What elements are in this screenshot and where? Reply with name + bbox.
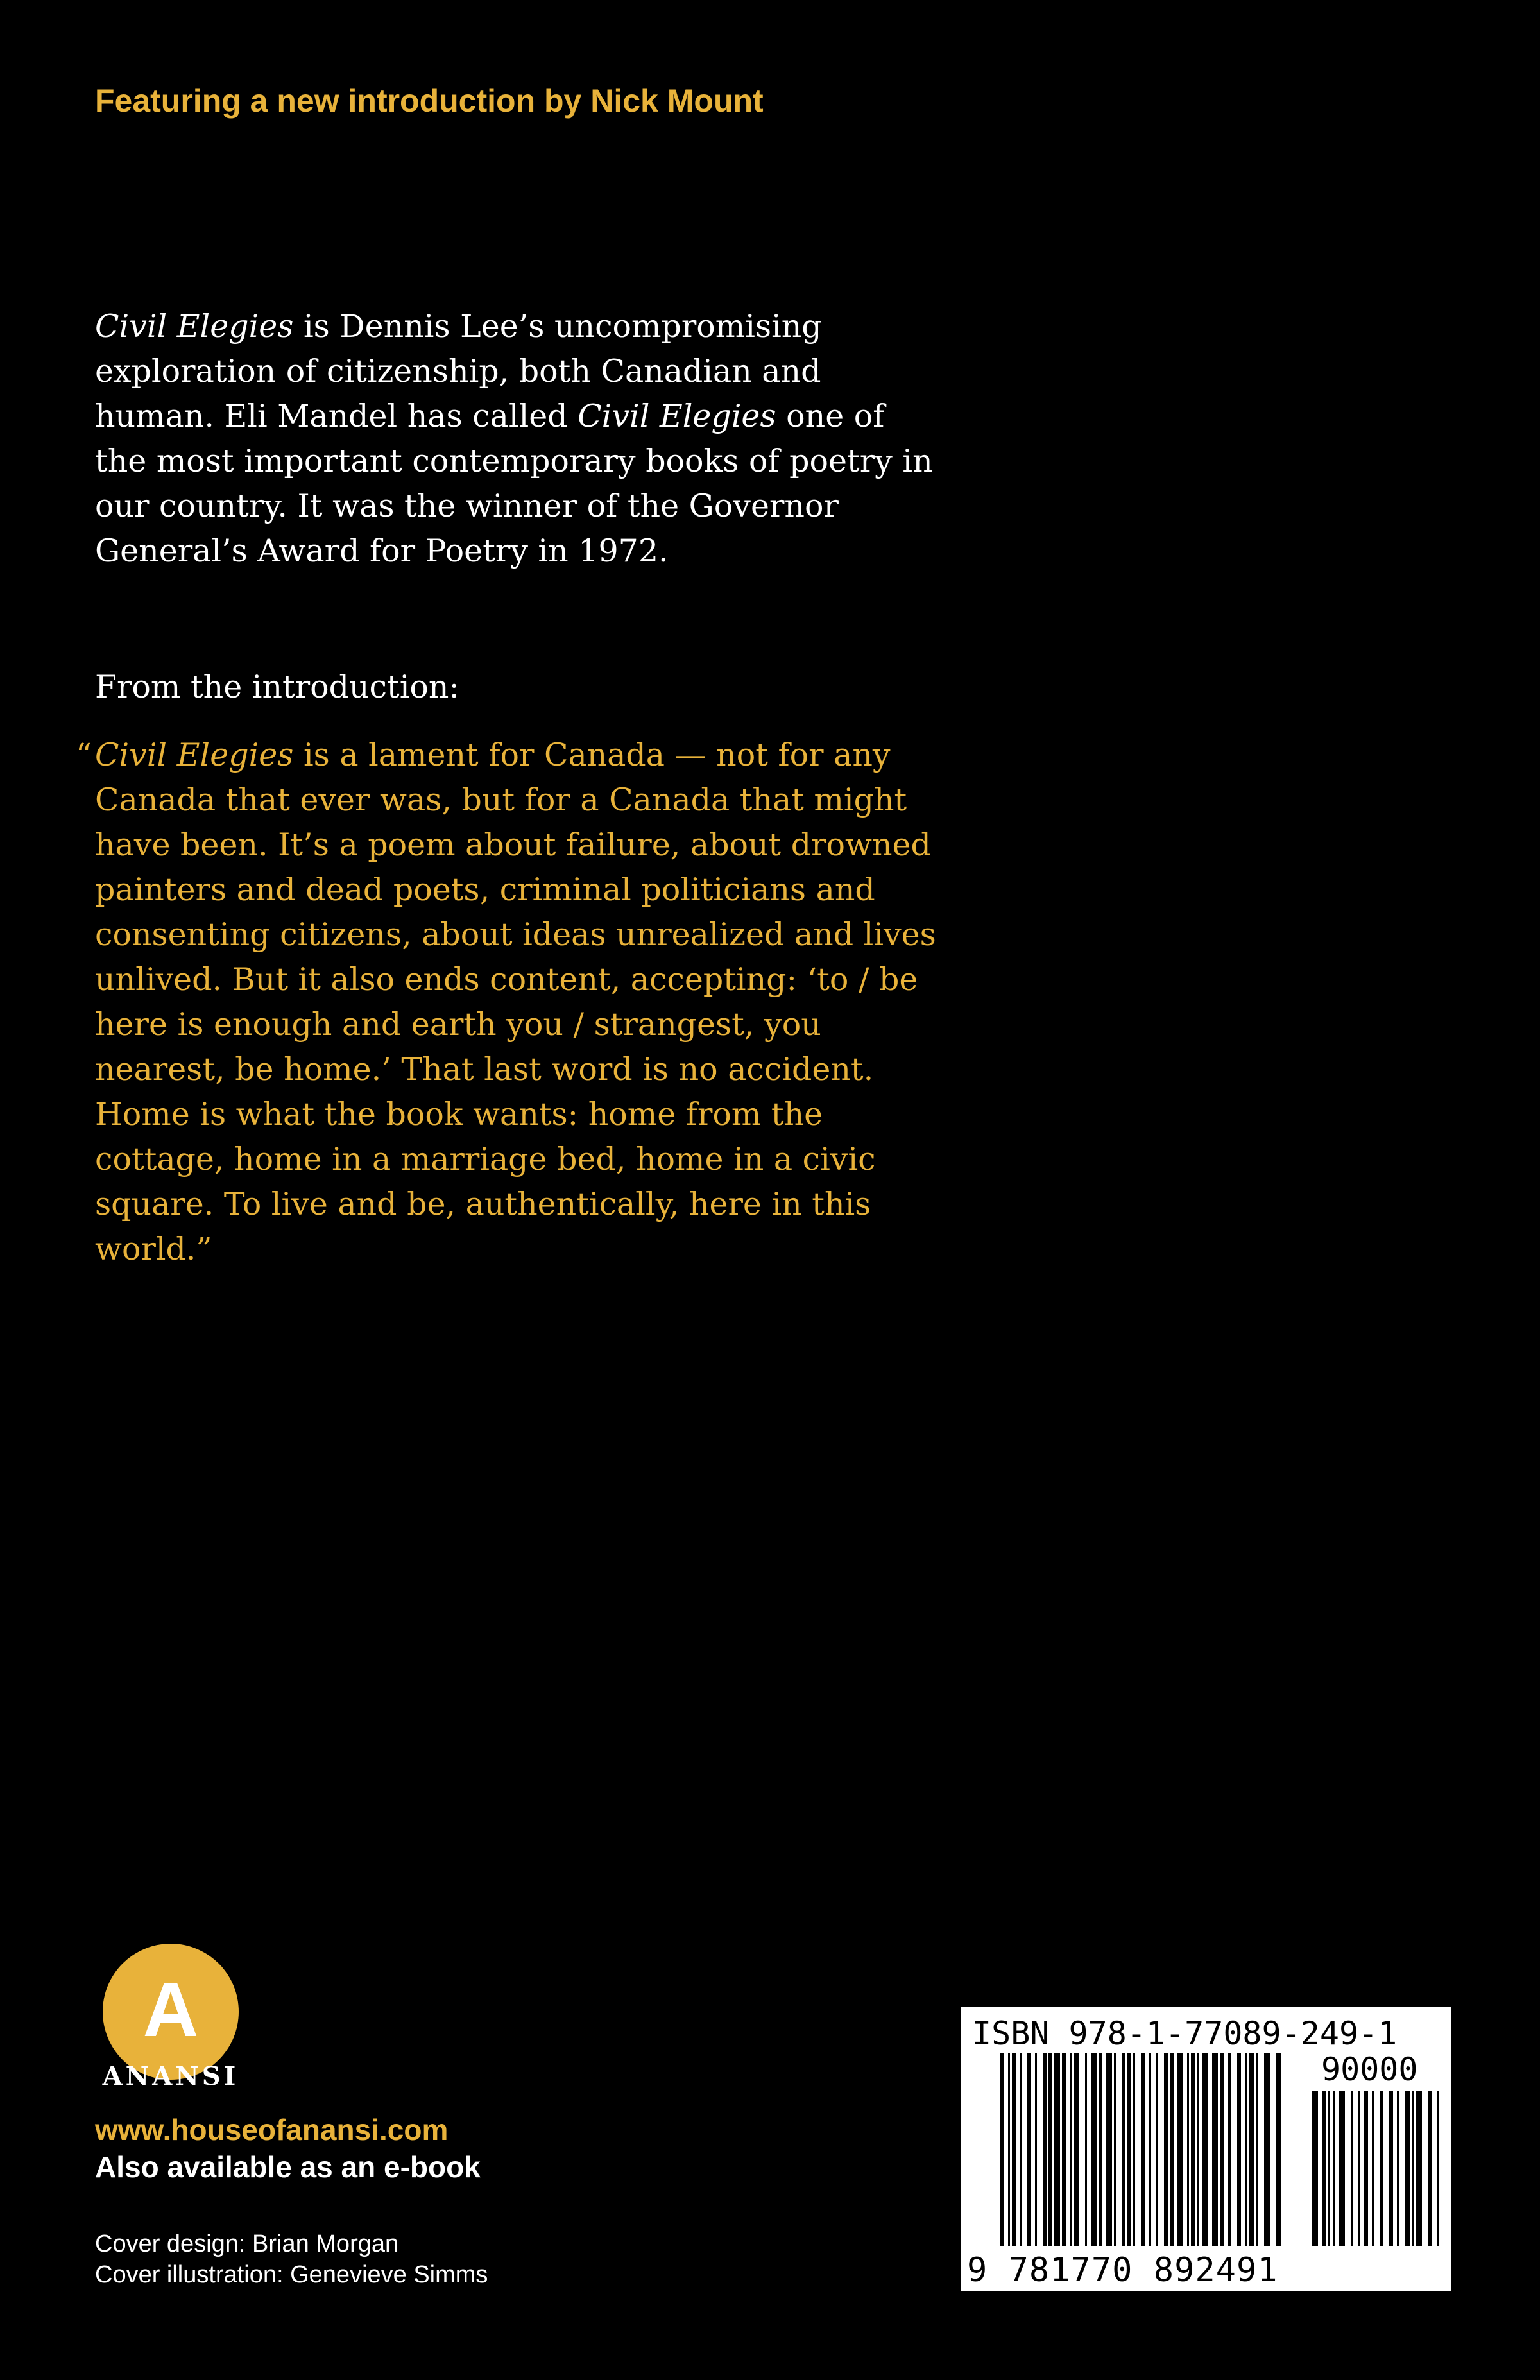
addon-barcode-bar [1333, 2091, 1335, 2246]
barcode-bar [1106, 2053, 1112, 2246]
addon-barcode-bar [1364, 2091, 1368, 2246]
addon-barcode-bar [1380, 2091, 1383, 2246]
barcode-bar [1156, 2053, 1158, 2246]
publisher-url: www.houseofanansi.com [95, 2113, 449, 2146]
barcode-bar [1177, 2053, 1183, 2246]
cover-illustration-credit: Cover illustration: Genevieve Simms [95, 2261, 488, 2288]
addon-barcode-bar [1428, 2091, 1432, 2246]
barcode-box [961, 2007, 1451, 2291]
barcode-bar [1170, 2053, 1174, 2246]
barcode-bar [1114, 2053, 1116, 2246]
addon-barcode-bar [1328, 2091, 1330, 2246]
barcode-bar [1264, 2053, 1270, 2246]
book-description [95, 304, 942, 574]
addon-barcode-bar [1389, 2091, 1393, 2246]
barcode-bar [1074, 2053, 1079, 2246]
barcode-bar [1149, 2053, 1151, 2246]
description-text-2: one of the most important contemporary books of poetry in our country. It was the winner of the Governor General’s Award for Poetry in 1972. [95, 398, 933, 569]
tagline: Featuring a new introduction by Nick Mount [95, 83, 764, 119]
description-text-1: is Dennis Lee’s uncompromising exploration of citizenship, both Canadian and human. Eli Mandel has called [95, 308, 822, 434]
barcode-bar [1008, 2053, 1010, 2246]
addon-barcode-bar [1339, 2091, 1345, 2246]
intro-label: From the introduction: [95, 669, 459, 705]
cover-design-credit: Cover design: Brian Morgan [95, 2230, 399, 2257]
quote-title-italic: Civil Elegies [95, 737, 294, 773]
ean-digits: 9 781770 892491 [967, 2251, 1278, 2290]
barcode-bar [1091, 2053, 1097, 2246]
barcode-bar [1191, 2053, 1195, 2246]
price-code: 90000 [1321, 2051, 1418, 2088]
publisher-wordmark: ANANSI [102, 2061, 239, 2091]
barcode-bar [1256, 2053, 1258, 2246]
addon-barcode-bar [1351, 2091, 1353, 2246]
barcode-bar [1099, 2053, 1102, 2246]
barcode-bar [1122, 2053, 1125, 2246]
addon-barcode-bar [1358, 2091, 1360, 2246]
barcode-bar [1070, 2053, 1072, 2246]
barcode-bar [1276, 2053, 1281, 2246]
barcode-bar [1202, 2053, 1208, 2246]
book-title-italic-2: Civil Elegies [578, 398, 776, 434]
addon-barcode-bar [1397, 2091, 1399, 2246]
barcode-bar [1164, 2053, 1168, 2246]
barcode-bar [1212, 2053, 1218, 2246]
barcode-bar [1062, 2053, 1066, 2246]
barcode-bar [1245, 2053, 1247, 2246]
addon-barcode-bar [1437, 2091, 1439, 2246]
barcode-bar [1035, 2053, 1037, 2246]
intro-quote [76, 733, 955, 1272]
barcode-bar [1197, 2053, 1199, 2246]
barcode-bar [1043, 2053, 1047, 2246]
barcode-bar [1220, 2053, 1224, 2246]
barcode-bar [1249, 2053, 1254, 2246]
barcode-bar [1085, 2053, 1087, 2246]
logo-letter: A [142, 1967, 199, 2053]
barcode-bar [1054, 2053, 1060, 2246]
open-quote-mark: “ [76, 737, 92, 773]
barcode-bar [1027, 2053, 1031, 2246]
barcode-bar [1187, 2053, 1189, 2246]
barcode-bar [1000, 2053, 1004, 2246]
addon-barcode-bar [1405, 2091, 1410, 2246]
addon-barcode-bar [1322, 2091, 1326, 2246]
quote-text: is a lament for Canada — not for any Canada that ever was, but for a Canada that might have been. It’s a poem about failure, about drowned painters and dead poets, criminal politicians and consenting citizens, about ideas unrealized and lives unlived. But it also ends content, accepting: ‘to / be here is enough and earth you / strangest, you nearest, be home.’ That last word is no accident. Home is what the book wants: home from the cottage, home in a marriage bed, home in a civic square. To live and be, authentically, here in this world.” [95, 737, 936, 1267]
barcode-bar [1141, 2053, 1145, 2246]
barcode-bar [1133, 2053, 1135, 2246]
barcode-bar [1228, 2053, 1231, 2246]
barcode-bars-icon [961, 2007, 1451, 2291]
barcode-bar [1237, 2053, 1241, 2246]
addon-barcode-bar [1416, 2091, 1422, 2246]
barcode-bar [1012, 2053, 1016, 2246]
barcode-bar [1020, 2053, 1022, 2246]
barcode-bar [1048, 2053, 1052, 2246]
addon-barcode-bar [1312, 2091, 1318, 2246]
barcode-bar [1127, 2053, 1131, 2246]
addon-barcode-bar [1412, 2091, 1414, 2246]
isbn-text: ISBN 978-1-77089-249-1 [972, 2015, 1398, 2052]
book-title-italic: Civil Elegies [95, 308, 294, 345]
addon-barcode-bar [1372, 2091, 1374, 2246]
ebook-note: Also available as an e-book [95, 2150, 481, 2184]
